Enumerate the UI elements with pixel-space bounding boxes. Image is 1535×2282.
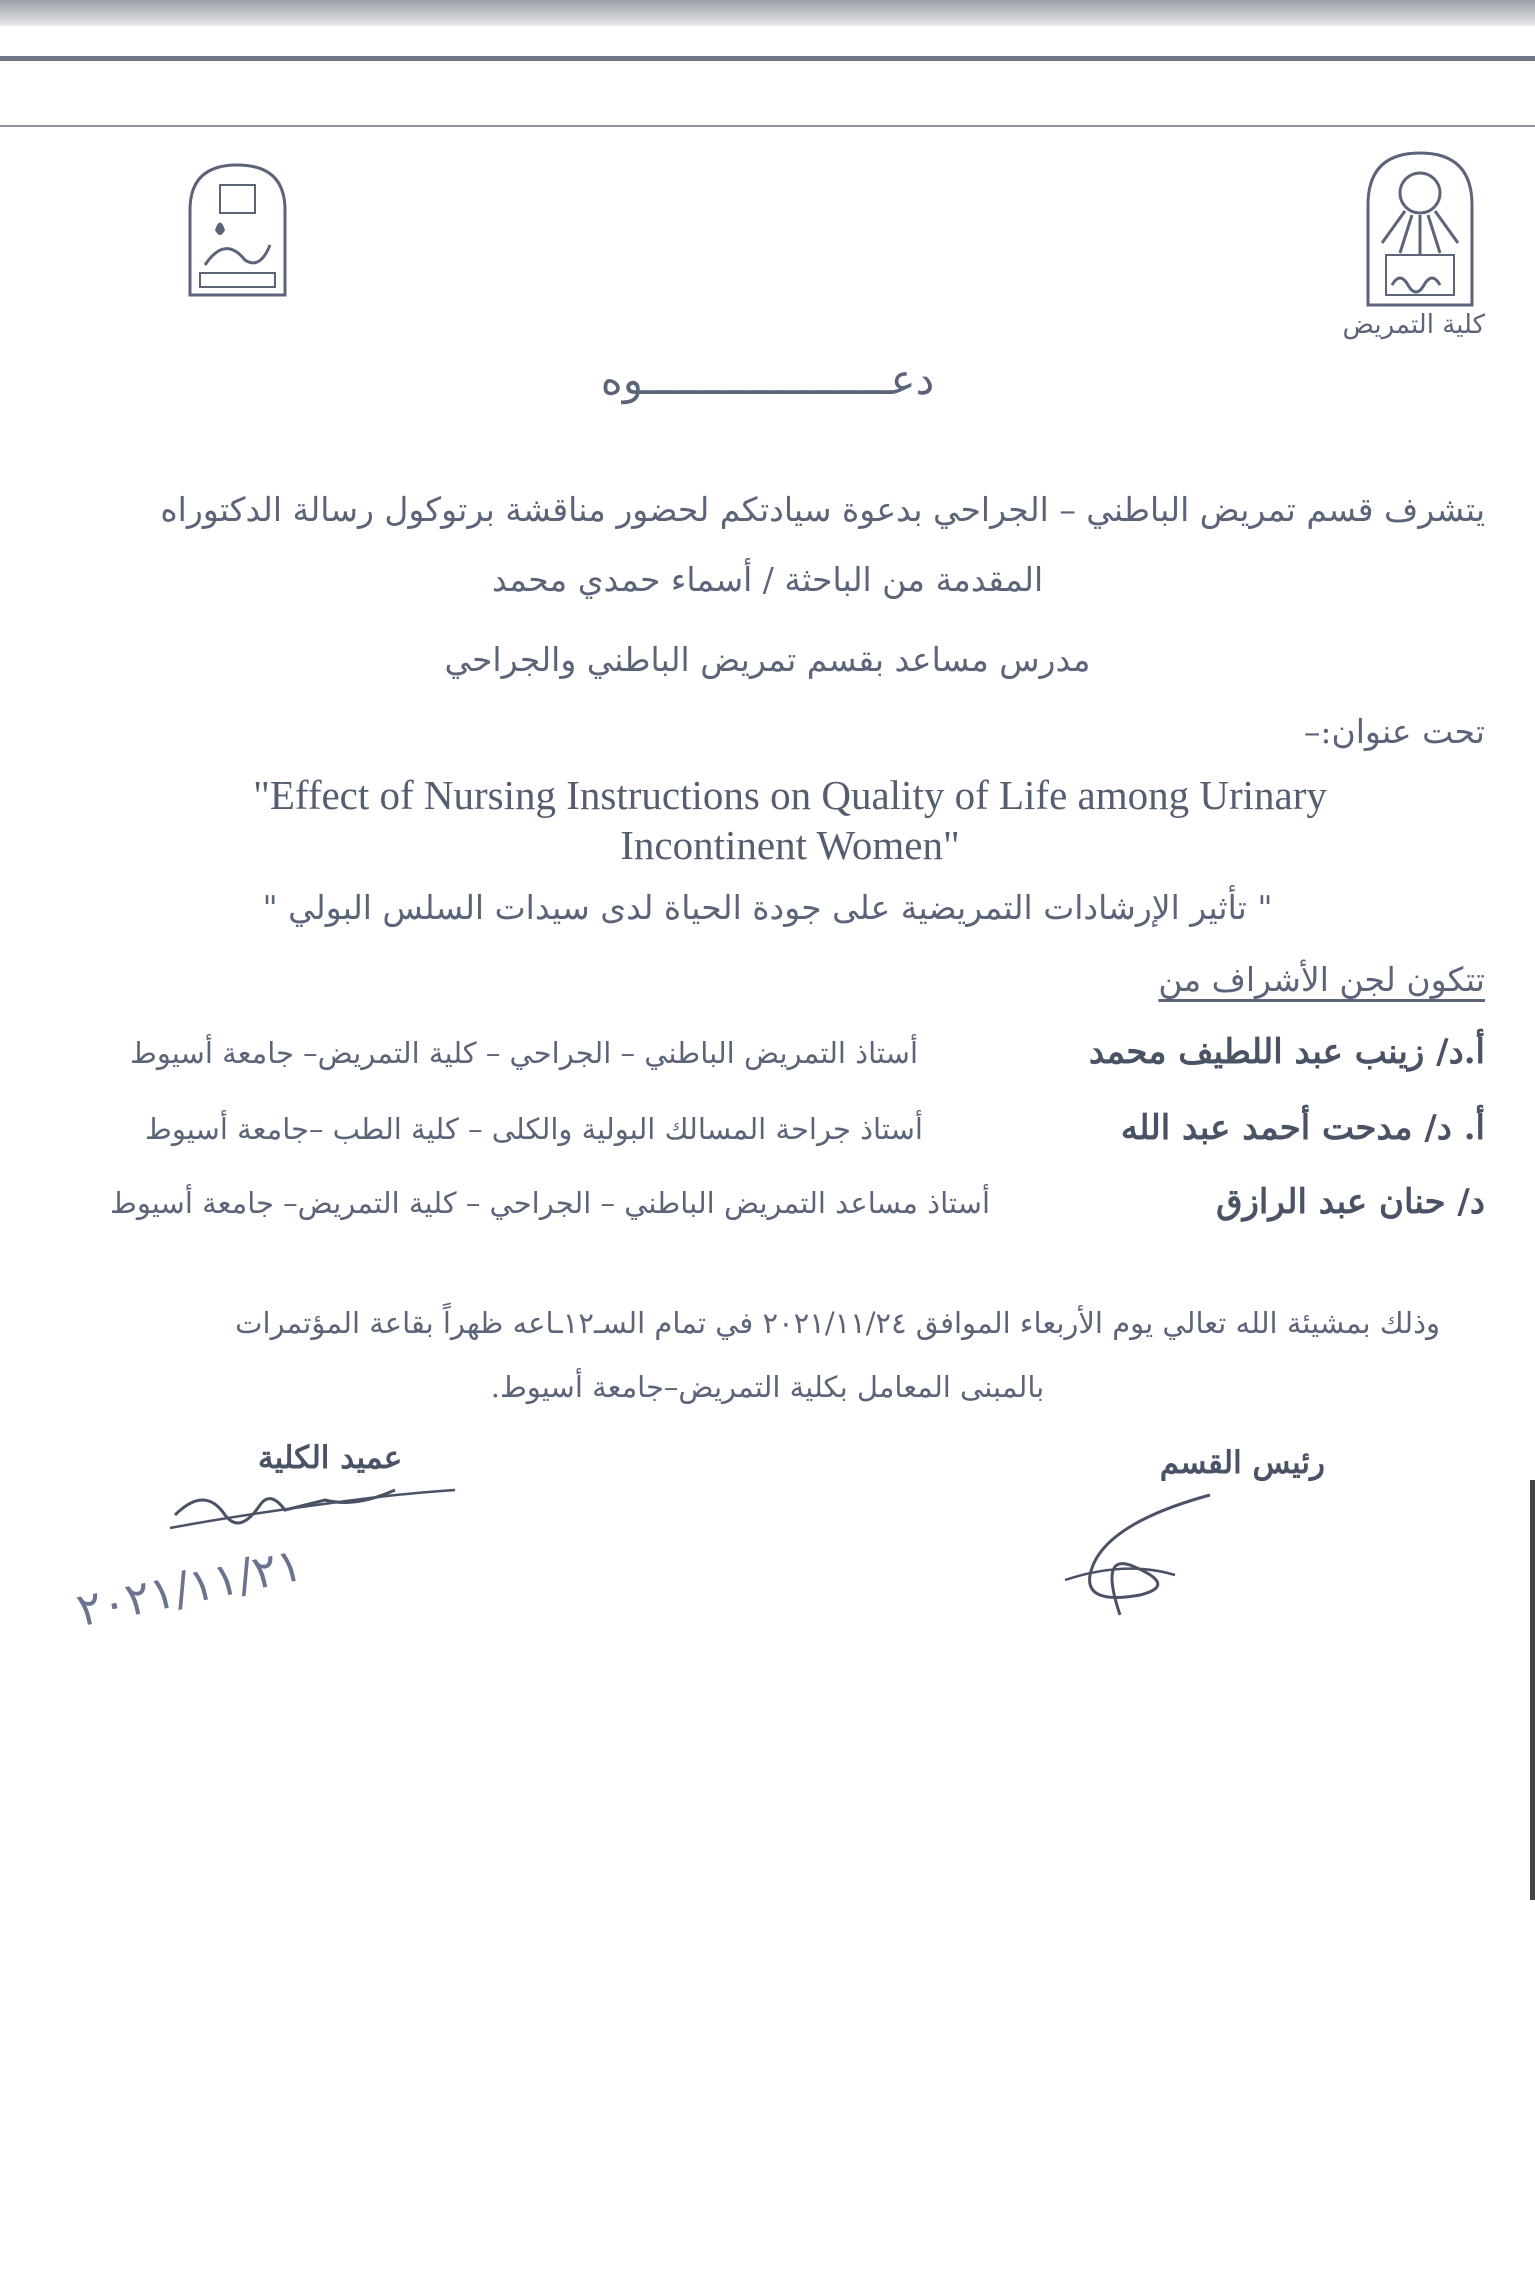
under-title-label: تحت عنوان:– bbox=[1303, 712, 1485, 751]
head-of-department-label: رئيس القسم bbox=[1159, 1445, 1325, 1481]
head-signature-icon bbox=[1060, 1485, 1260, 1625]
committee-member-name: أ. د/ مدحت أحمد عبد الله bbox=[1120, 1108, 1485, 1148]
researcher-line: المقدمة من الباحثة / أسماء حمدي محمد bbox=[491, 560, 1044, 599]
committee-member-role: أستاذ التمريض الباطني – الجراحي – كلية التمريض– جامعة أسيوط bbox=[130, 1036, 919, 1070]
intro-line: يتشرف قسم تمريض الباطني – الجراحي بدعوة سيادتكم لحضور مناقشة برتوكول رسالة الدكتوراه bbox=[160, 490, 1485, 529]
handwritten-date: ٢٠٢١/١١/٢١ bbox=[71, 1536, 307, 1638]
researcher-position: مدرس مساعد بقسم تمريض الباطني والجراحي bbox=[444, 640, 1091, 679]
faculty-of-nursing-logo-icon bbox=[180, 155, 295, 305]
committee-member-role: أستاذ جراحة المسالك البولية والكلى – كلية الطب –جامعة أسيوط bbox=[145, 1112, 923, 1146]
english-thesis-title: "Effect of Nursing Instructions on Quality of Life among Urinary Incontinent Women" bbox=[253, 772, 1327, 868]
closing-line: وذلك بمشيئة الله تعالي يوم الأربعاء الموافق ٢٠٢١/١١/٢٤ في تمام السـ١٢ـاعه ظهراً بقاعة المؤتمرات bbox=[235, 1306, 1440, 1340]
faculty-label: كلية التمريض bbox=[1342, 310, 1485, 340]
dean-label: عميد الكلية bbox=[258, 1440, 403, 1476]
committee-member-name: د/ حنان عبد الرازق bbox=[1216, 1182, 1485, 1222]
arabic-thesis-title: " تأثير الإرشادات التمريضية على جودة الحياة لدى سيدات السلس البولي " bbox=[262, 888, 1273, 927]
venue-line: بالمبنى المعامل بكلية التمريض–جامعة أسيوط. bbox=[490, 1370, 1045, 1404]
document-title: دعــــــــــــــــــــوه bbox=[600, 355, 935, 404]
assiut-university-logo-icon bbox=[1360, 145, 1480, 310]
committee-heading: تتكون لجن الأشراف من bbox=[1158, 960, 1485, 999]
dean-signature-icon bbox=[165, 1480, 465, 1550]
committee-member-role: أستاذ مساعد التمريض الباطني – الجراحي – كلية التمريض– جامعة أسيوط bbox=[110, 1186, 991, 1220]
committee-member-name: أ.د/ زينب عبد اللطيف محمد bbox=[1088, 1032, 1485, 1072]
